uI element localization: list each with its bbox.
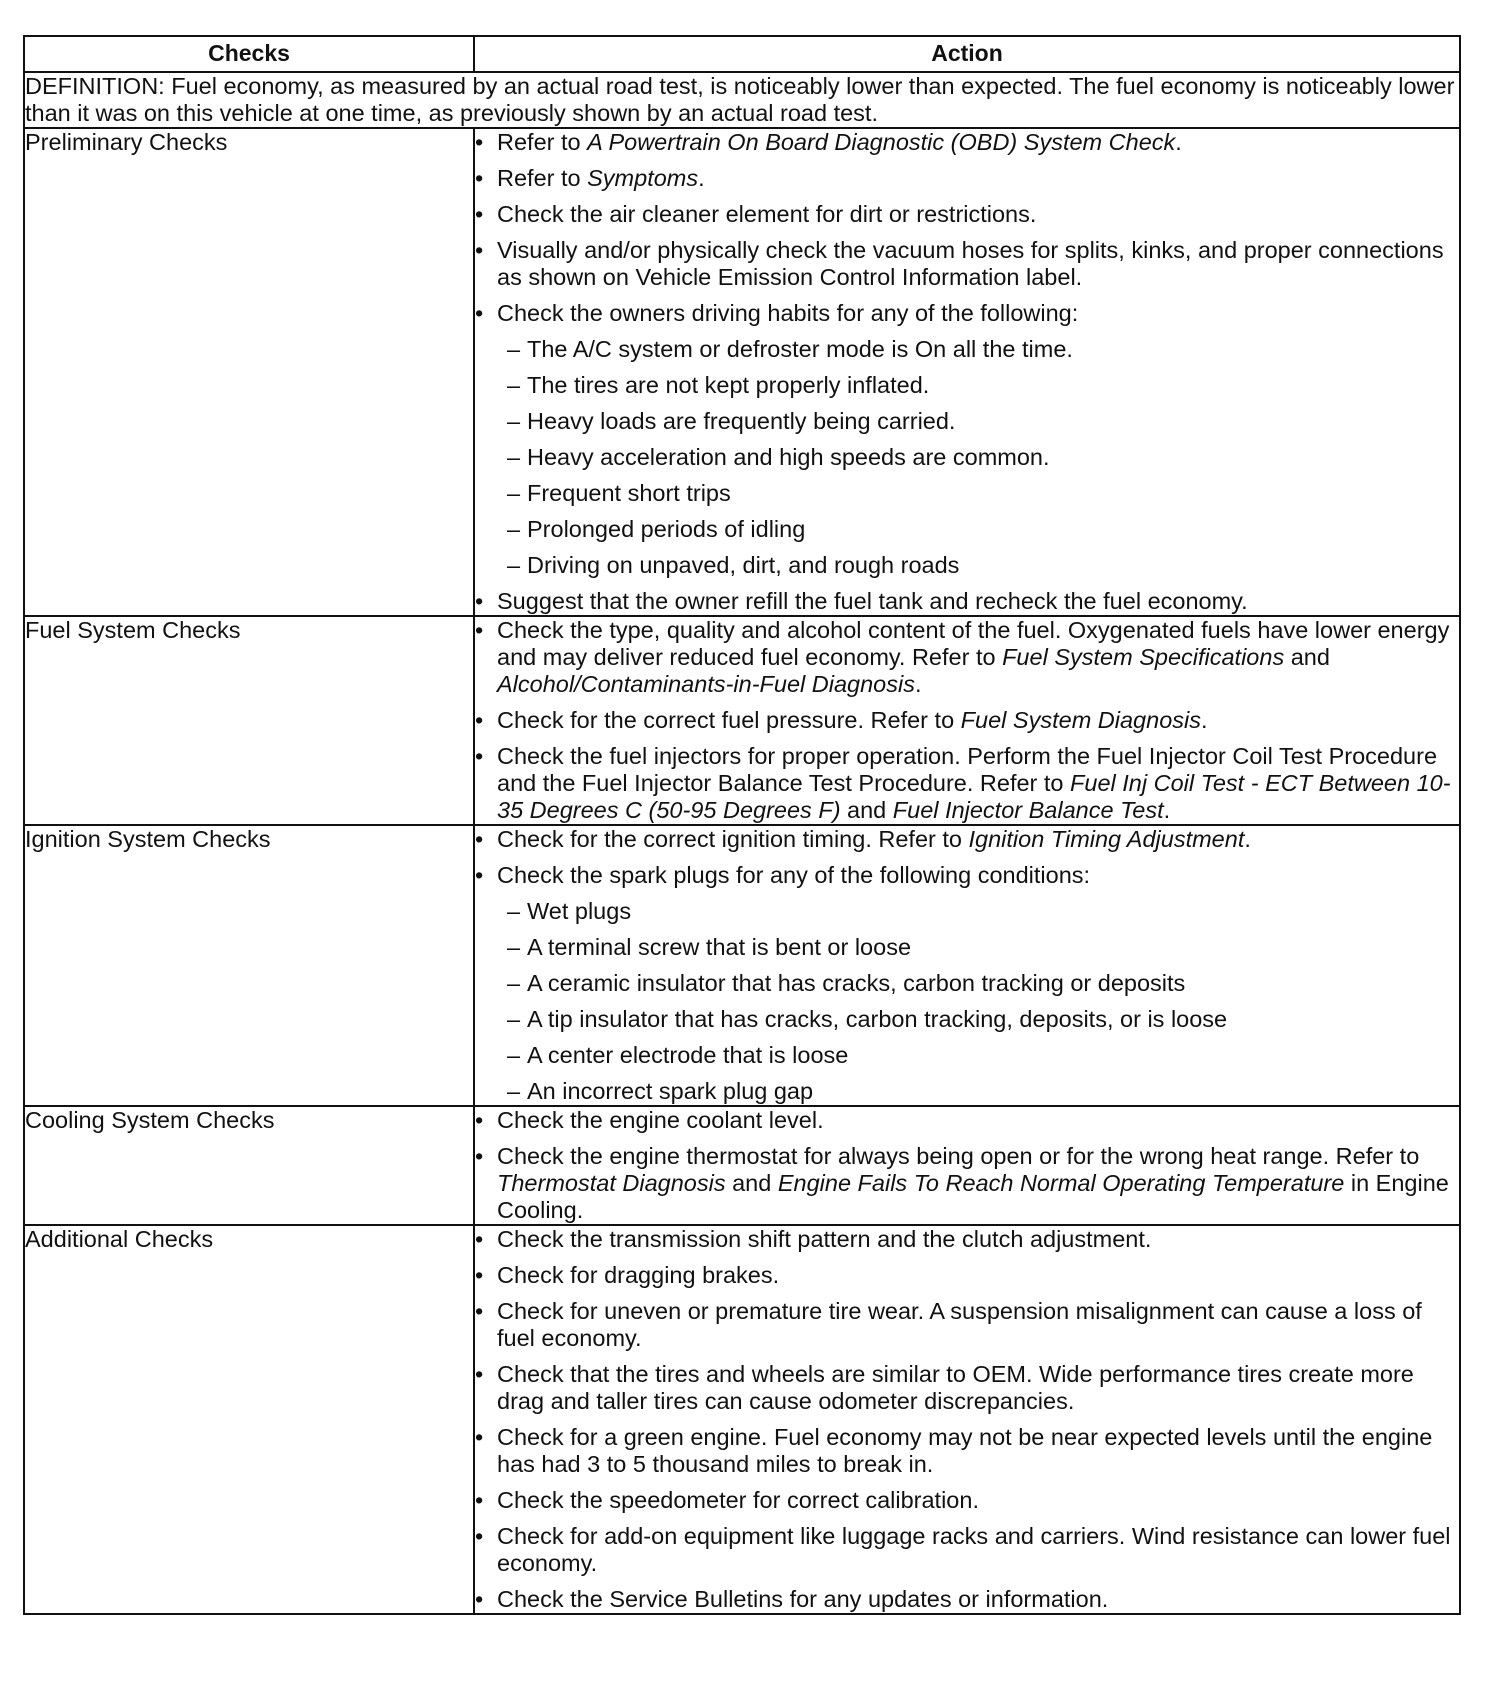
item-text: Check for the correct fuel pressure. Refer to xyxy=(497,707,961,733)
dash-marker: – xyxy=(507,444,521,470)
reference-link-text: Symptoms xyxy=(587,165,699,191)
action-cell xyxy=(474,1225,1460,1614)
sub-list-item xyxy=(475,444,1459,471)
list-item xyxy=(475,1424,1459,1478)
list-item xyxy=(475,1523,1459,1577)
header-checks: Checks xyxy=(24,36,474,72)
item-text: Check for the correct ignition timing. Refer to xyxy=(497,826,969,852)
dash-marker: – xyxy=(507,970,521,996)
item-text: A tip insulator that has cracks, carbon tracking, deposits, or is loose xyxy=(527,1006,1228,1032)
bullet-marker: • xyxy=(475,201,484,227)
check-category: Fuel System Checks xyxy=(24,616,474,825)
sub-list-item xyxy=(475,408,1459,435)
bullet-marker: • xyxy=(475,237,484,263)
bullet-marker: • xyxy=(475,1424,484,1450)
bullet-marker: • xyxy=(475,588,484,614)
bullet-marker: • xyxy=(475,617,484,643)
dash-marker: – xyxy=(507,480,521,506)
dash-marker: – xyxy=(507,516,521,542)
dash-marker: – xyxy=(507,934,521,960)
item-text: Check the spark plugs for any of the following conditions: xyxy=(497,862,1091,888)
bullet-marker: • xyxy=(475,743,484,769)
list-item xyxy=(475,201,1459,228)
list-item xyxy=(475,1298,1459,1352)
list-item xyxy=(475,588,1459,615)
dash-marker: – xyxy=(507,552,521,578)
item-text: Suggest that the owner refill the fuel tank and recheck the fuel economy. xyxy=(497,588,1248,614)
item-text: Wet plugs xyxy=(527,898,632,924)
bullet-marker: • xyxy=(475,129,484,155)
list-item xyxy=(475,1487,1459,1514)
item-text: A center electrode that is loose xyxy=(527,1042,849,1068)
item-text: Check for uneven or premature tire wear. A suspension misalignment can cause a loss of fuel economy. xyxy=(497,1298,1422,1351)
list-item xyxy=(475,300,1459,327)
bullet-marker: • xyxy=(475,707,484,733)
reference-link-text: Fuel Injector Balance Test xyxy=(892,797,1164,823)
dash-marker: – xyxy=(507,1078,521,1104)
item-text: and xyxy=(1284,644,1330,670)
item-text: Check the engine thermostat for always being open or for the wrong heat range. Refer to xyxy=(497,1143,1420,1169)
bullet-marker: • xyxy=(475,1226,484,1252)
action-cell xyxy=(474,1106,1460,1225)
action-cell xyxy=(474,825,1460,1106)
item-text: Check the speedometer for correct calibration. xyxy=(497,1487,979,1513)
list-item xyxy=(475,743,1459,824)
action-cell xyxy=(474,616,1460,825)
dash-marker: – xyxy=(507,336,521,362)
check-category: Preliminary Checks xyxy=(24,128,474,616)
item-text: and xyxy=(840,797,893,823)
item-text: Check the air cleaner element for dirt or restrictions. xyxy=(497,201,1037,227)
item-text: Check the Service Bulletins for any updates or information. xyxy=(497,1586,1109,1612)
item-text: Driving on unpaved, dirt, and rough roads xyxy=(527,552,960,578)
bullet-marker: • xyxy=(475,1298,484,1324)
list-item xyxy=(475,1262,1459,1289)
item-text: A terminal screw that is bent or loose xyxy=(527,934,912,960)
check-category: Cooling System Checks xyxy=(24,1106,474,1225)
dash-marker: – xyxy=(507,408,521,434)
list-item xyxy=(475,1226,1459,1253)
item-text: Check the owners driving habits for any of the following: xyxy=(497,300,1079,326)
bullet-marker: • xyxy=(475,1143,484,1169)
check-category: Ignition System Checks xyxy=(24,825,474,1106)
bullet-marker: • xyxy=(475,300,484,326)
item-text: Frequent short trips xyxy=(527,480,731,506)
item-text: . xyxy=(698,165,705,191)
sub-list-item xyxy=(475,970,1459,997)
diagnostic-table xyxy=(23,35,1461,1615)
item-text: An incorrect spark plug gap xyxy=(527,1078,814,1104)
sub-list-item xyxy=(475,480,1459,507)
item-text: Check for dragging brakes. xyxy=(497,1262,780,1288)
bullet-marker: • xyxy=(475,1262,484,1288)
item-text: Check that the tires and wheels are similar to OEM. Wide performance tires create more drag and taller tires can cause odometer discrepancies. xyxy=(497,1361,1414,1414)
sub-list-item xyxy=(475,1078,1459,1105)
reference-link-text: Thermostat Diagnosis xyxy=(497,1170,726,1196)
table-row xyxy=(24,616,1460,825)
item-text: and xyxy=(725,1170,778,1196)
dash-marker: – xyxy=(507,1042,521,1068)
item-text: Check the transmission shift pattern and the clutch adjustment. xyxy=(497,1226,1152,1252)
bullet-marker: • xyxy=(475,1586,484,1612)
list-item xyxy=(475,1143,1459,1224)
item-text: . xyxy=(1244,826,1251,852)
item-text: Heavy acceleration and high speeds are common. xyxy=(527,444,1050,470)
bullet-marker: • xyxy=(475,1487,484,1513)
reference-link-text: Fuel System Specifications xyxy=(1002,644,1285,670)
header-row xyxy=(24,36,1460,72)
dash-marker: – xyxy=(507,898,521,924)
definition-row xyxy=(24,72,1460,128)
item-text: in Engine Cooling. xyxy=(497,1170,1449,1223)
check-category: Additional Checks xyxy=(24,1225,474,1614)
bullet-marker: • xyxy=(475,1107,484,1133)
list-item xyxy=(475,165,1459,192)
reference-link-text: Engine Fails To Reach Normal Operating Temperature xyxy=(777,1170,1345,1196)
item-text: Refer to xyxy=(497,165,588,191)
table-row xyxy=(24,128,1460,616)
item-text: Check the type, quality and alcohol content of the fuel. Oxygenated fuels have lower energy and may deliver reduced fuel economy. Refer to xyxy=(497,617,1450,670)
bullet-marker: • xyxy=(475,1361,484,1387)
sub-list-item xyxy=(475,898,1459,925)
sub-list-item xyxy=(475,516,1459,543)
action-cell xyxy=(474,128,1460,616)
list-item xyxy=(475,1361,1459,1415)
item-text: Check the engine coolant level. xyxy=(497,1107,824,1133)
bullet-marker: • xyxy=(475,862,484,888)
reference-link-text: Fuel Inj Coil Test - ECT Between 10-35 Degrees C (50-95 Degrees F) xyxy=(497,770,1451,823)
item-text: A ceramic insulator that has cracks, carbon tracking or deposits xyxy=(527,970,1186,996)
reference-link-text: Alcohol/Contaminants-in-Fuel Diagnosis xyxy=(497,671,915,697)
bullet-marker: • xyxy=(475,1523,484,1549)
table-row xyxy=(24,1106,1460,1225)
item-text: . xyxy=(1175,129,1182,155)
bullet-marker: • xyxy=(475,826,484,852)
item-text: Check for a green engine. Fuel economy may not be near expected levels until the engine has had 3 to 5 thousand miles to break in. xyxy=(497,1424,1433,1477)
reference-link-text: Ignition Timing Adjustment xyxy=(968,826,1245,852)
table-row xyxy=(24,825,1460,1106)
dash-marker: – xyxy=(507,372,521,398)
item-text: Heavy loads are frequently being carried. xyxy=(527,408,956,434)
item-text: . xyxy=(1163,797,1171,823)
definition-text: DEFINITION: Fuel economy, as measured by an actual road test, is noticeably lower than expected. The fuel economy is noticeably lower than it was on this vehicle at one time, as previously shown by an actual road test. xyxy=(24,72,1460,128)
sub-list-item xyxy=(475,1042,1459,1069)
list-item xyxy=(475,129,1459,156)
item-text: . xyxy=(914,671,922,697)
sub-list-item xyxy=(475,552,1459,579)
list-item xyxy=(475,1107,1459,1134)
sub-list-item xyxy=(475,336,1459,363)
list-item xyxy=(475,1586,1459,1613)
list-item xyxy=(475,826,1459,853)
item-text: . xyxy=(1201,707,1208,733)
item-text: Visually and/or physically check the vacuum hoses for splits, kinks, and proper connections as shown on Vehicle Emission Control Information label. xyxy=(497,237,1444,290)
item-text: The tires are not kept properly inflated. xyxy=(527,372,930,398)
sub-list-item xyxy=(475,934,1459,961)
item-text: Check the fuel injectors for proper operation. Perform the Fuel Injector Coil Test Procedure and the Fuel Injector Balance Test Procedure. Refer to xyxy=(497,743,1438,796)
item-text: Refer to xyxy=(497,129,588,155)
list-item xyxy=(475,237,1459,291)
header-action: Action xyxy=(474,36,1460,72)
reference-link-text: A Powertrain On Board Diagnostic (OBD) System Check xyxy=(587,129,1176,155)
list-item xyxy=(475,707,1459,734)
reference-link-text: Fuel System Diagnosis xyxy=(960,707,1201,733)
table-row xyxy=(24,1225,1460,1614)
item-text: Prolonged periods of idling xyxy=(527,516,806,542)
item-text: Check for add-on equipment like luggage racks and carriers. Wind resistance can lower fuel economy. xyxy=(497,1523,1451,1576)
dash-marker: – xyxy=(507,1006,521,1032)
bullet-marker: • xyxy=(475,165,484,191)
list-item xyxy=(475,617,1459,698)
list-item xyxy=(475,862,1459,889)
sub-list-item xyxy=(475,372,1459,399)
item-text: The A/C system or defroster mode is On all the time. xyxy=(527,336,1073,362)
sub-list-item xyxy=(475,1006,1459,1033)
